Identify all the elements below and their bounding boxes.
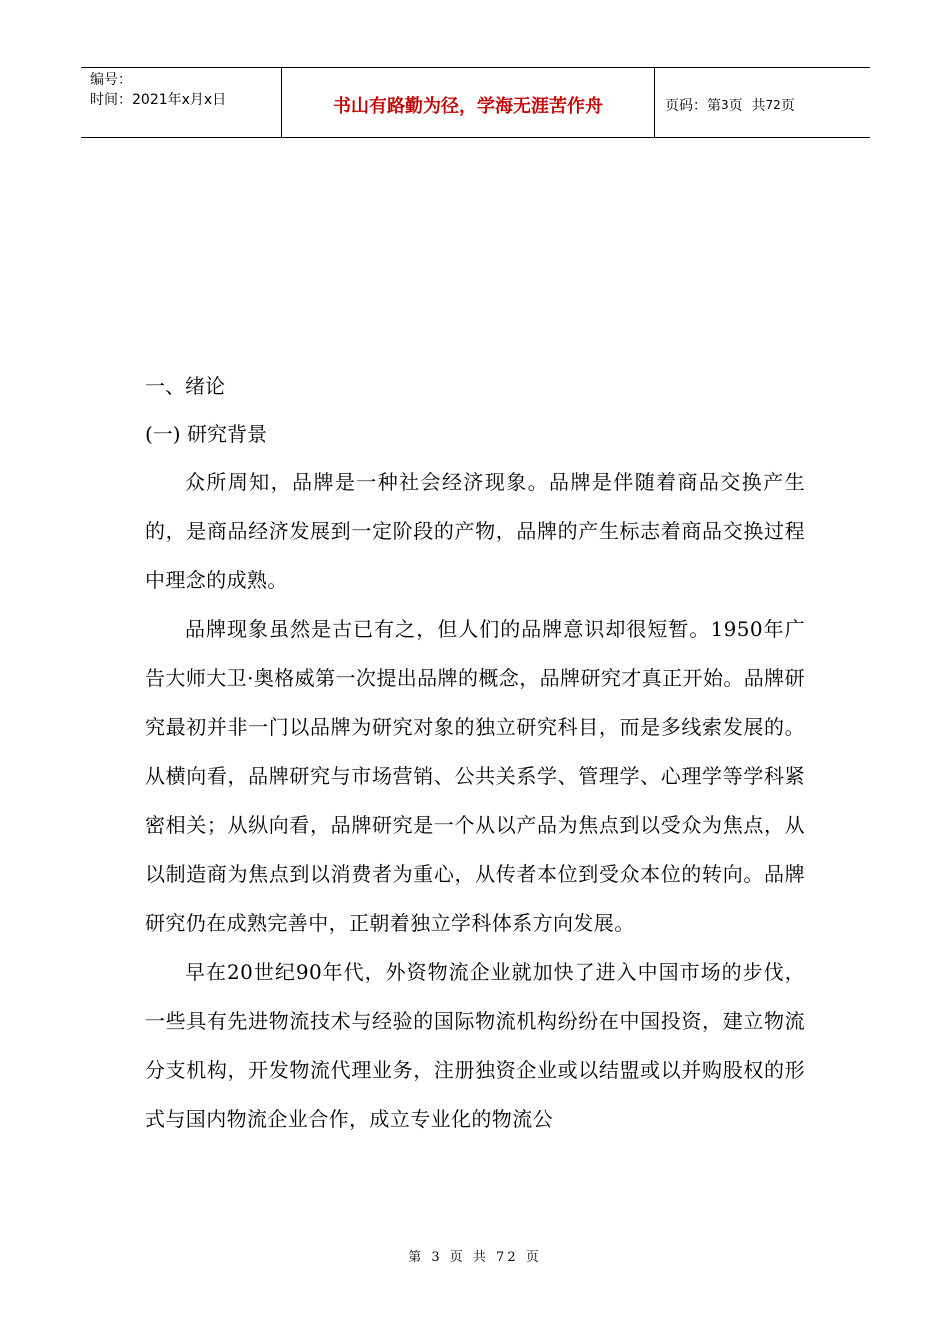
body-paragraph-2: 品牌现象虽然是古已有之，但人们的品牌意识却很短暂。1950年广告大师大卫·奥格威第一次提出品牌的概念，品牌研究才真正开始。品牌研究最初并非一门以品牌为研究对象的独立研究科目，而是多线索发展的。从横向看，品牌研究与市场营销、公共关系学、管理学、心理学等学科紧密相关；从纵向看，品牌研究是一个从以产品为焦点到以受众为焦点，从以制造商为焦点到以消费者为重心，从传者本位到受众本位的转向。品牌研究仍在成熟完善中，正朝着独立学科体系方向发展。 [145, 617, 805, 935]
body-paragraph-1: 众所周知，品牌是一种社会经济现象。品牌是伴随着商品交换产生的，是商品经济发展到一定阶段的产物，品牌的产生标志着商品交换过程中理念的成熟。 [145, 470, 805, 592]
header-motto-cell [282, 68, 655, 137]
header-time-label: 时间：2021年x月x日 [90, 92, 227, 108]
header-page-mid: 页 共 [728, 97, 766, 114]
header-page-current: 3 [721, 97, 729, 112]
header-page-cell [655, 68, 870, 137]
section-heading: 一、绪论 [145, 374, 225, 398]
body-paragraph-3: 早在20世纪90年代，外资物流企业就加快了进入中国市场的步伐，一些具有先进物流技术与经验的国际物流机构纷纷在中国投资，建立物流分支机构，开发物流代理业务，注册独资企业或以结盟或以并购股权的形式与国内物流企业合作，成立专业化的物流公 [145, 960, 805, 1131]
page-header [81, 67, 870, 138]
header-page-suffix: 页 [780, 97, 795, 114]
header-motto: 书山有路勤为径，学海无涯苦作舟 [333, 95, 603, 117]
header-page-total: 72 [765, 97, 781, 112]
document-body [145, 362, 805, 1144]
page-footer: 第 3 页 共 72 页 [408, 1250, 542, 1265]
header-number-label: 编号： [90, 72, 132, 88]
subsection-heading: (一) 研究背景 [145, 422, 267, 446]
header-page-prefix: 页码：第 [665, 97, 721, 114]
header-info-cell [81, 68, 282, 137]
